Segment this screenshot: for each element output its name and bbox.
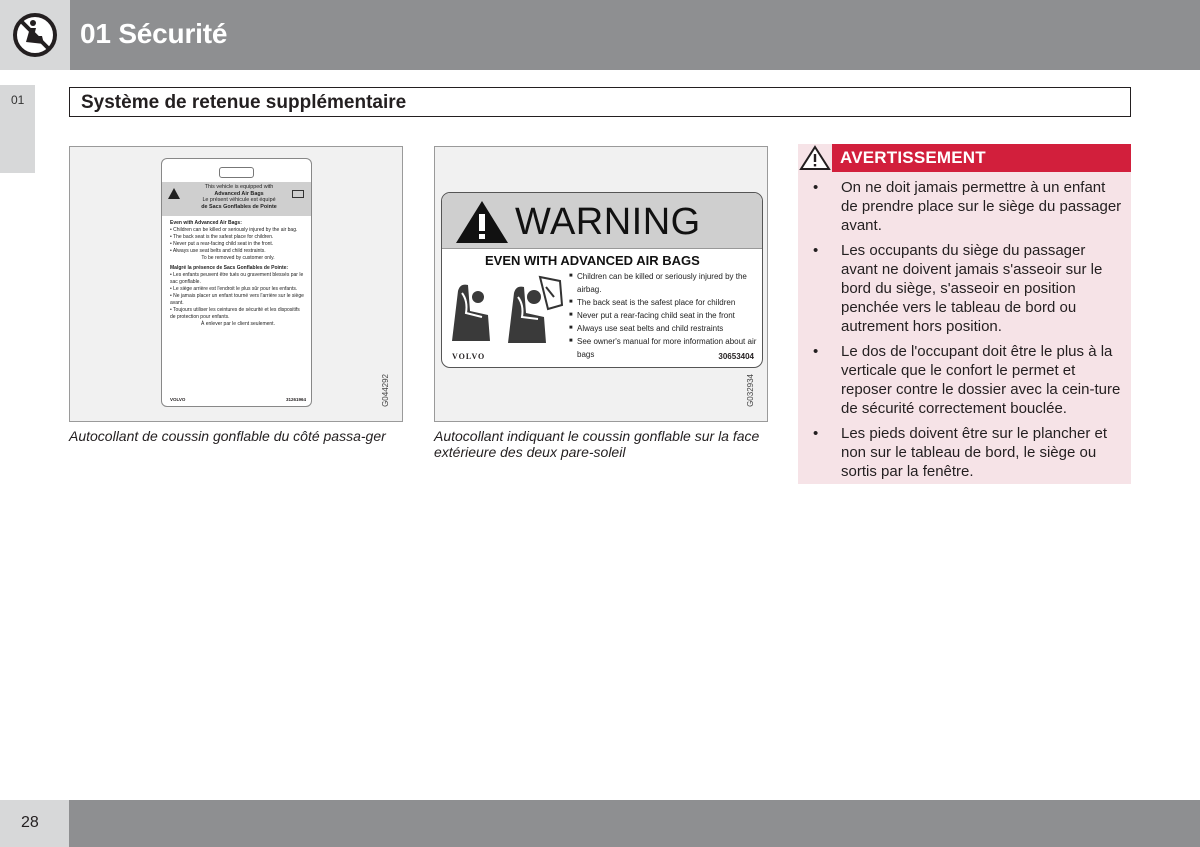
warning-word: WARNING bbox=[515, 201, 701, 243]
band-line: Le présent véhicule est équipé bbox=[202, 197, 276, 204]
sticker-line: • Never put a rear-facing child seat in the front. bbox=[170, 241, 274, 247]
page-number-box bbox=[0, 800, 69, 847]
sticker-subhead: EVEN WITH ADVANCED AIR BAGS bbox=[485, 253, 700, 268]
warning-item bbox=[810, 178, 1122, 235]
sticker-en-heading: Even with Advanced Air Bags: bbox=[170, 220, 242, 226]
header-icon-box bbox=[0, 0, 70, 70]
sticker-line: • Always use seat belts and child restraints. bbox=[170, 248, 266, 254]
warning-item-text: On ne doit jamais permettre à un enfant de prendre place sur le siège du passager avant. bbox=[841, 179, 1122, 234]
warning-triangle-icon bbox=[454, 199, 510, 245]
bullet-icon: • bbox=[813, 343, 819, 360]
warning-header bbox=[798, 144, 1131, 172]
sticker-line: À enlever par le client seulement. bbox=[201, 321, 275, 327]
passenger-airbag-sticker bbox=[161, 158, 312, 407]
footer-bar bbox=[69, 800, 1200, 847]
warning-icon-box bbox=[798, 144, 832, 172]
sticker-line: To be removed by customer only. bbox=[201, 255, 275, 261]
sticker-footer bbox=[170, 397, 306, 402]
sticker-part-number: 31261964 bbox=[285, 397, 306, 402]
sticker-brand: VOLVO bbox=[170, 397, 186, 402]
warning-item bbox=[810, 424, 1122, 481]
warning-triangle-icon bbox=[798, 144, 832, 172]
warning-title: AVERTISSEMENT bbox=[840, 148, 986, 167]
seat-airbag-illustration-icon bbox=[448, 271, 566, 349]
sticker-message-list bbox=[569, 270, 759, 361]
chapter-tab bbox=[0, 85, 35, 173]
band-line: de Sacs Gonflables de Pointe bbox=[201, 203, 277, 210]
sticker-line: • Ne jamais placer un enfant tourné vers l'arrière sur le siège avant. bbox=[170, 293, 304, 306]
warning-item-text: Les pieds doivent être sur le plancher et non sur le tableau de bord, le siège ou sortis par la fenêtre. bbox=[841, 425, 1107, 480]
sticker-message: ■ Always use seat belts and child restraints bbox=[569, 322, 759, 335]
sticker-message: ■ Never put a rear-facing child seat in the front bbox=[569, 309, 759, 322]
figure-code: G032934 bbox=[746, 374, 755, 407]
warning-item-text: Les occupants du siège du passager avant ne doivent jamais s'asseoir sur le bord du siège, s'asseoir en position penchée vers le tableau de bord ou autrement hors position. bbox=[841, 242, 1103, 335]
no-child-seat-airbag-icon bbox=[0, 0, 70, 70]
warning-item-text: Le dos de l'occupant doit être le plus à la verticale que le confort le permet et reposer contre le dossier avec la cein-ture de sécurité correctement bouclée. bbox=[841, 343, 1121, 417]
figure-caption: Autocollant de coussin gonflable du côté passa-ger bbox=[69, 428, 386, 444]
section-title: Système de retenue supplémentaire bbox=[81, 92, 407, 113]
figure-caption: Autocollant indiquant le coussin gonflable sur la face extérieure des deux pare-soleil bbox=[434, 428, 760, 460]
sticker-line: • Les enfants peuvent être tués ou gravement blessés par le sac gonflable. bbox=[170, 272, 304, 285]
sticker-slot bbox=[219, 167, 254, 178]
sticker-warning-icon bbox=[168, 188, 180, 199]
page-number: 28 bbox=[21, 814, 39, 831]
sticker-fr-heading: Malgré la présence de Sacs Gonflables de Pointe: bbox=[170, 265, 289, 271]
sunvisor-warning-sticker bbox=[441, 192, 763, 368]
section-heading-box bbox=[69, 87, 1131, 117]
figure-passenger-sticker bbox=[69, 146, 403, 422]
warning-item bbox=[810, 342, 1122, 418]
sticker-line: • Children can be killed or seriously injured by the air bag. bbox=[170, 227, 298, 233]
sticker-message: ■ Children can be killed or seriously injured by the airbag. bbox=[569, 270, 759, 296]
warning-item bbox=[810, 241, 1122, 336]
bullet-icon: • bbox=[813, 179, 819, 196]
page-header bbox=[0, 0, 1200, 70]
sticker-line: • Toujours utiliser les ceintures de sécurité et les dispositifs de protection pour enfants. bbox=[170, 307, 300, 320]
page-title: 01 Sécurité bbox=[80, 18, 228, 49]
sticker-brand: VOLVO bbox=[452, 352, 486, 361]
sticker-part-number: 30653404 bbox=[718, 352, 754, 361]
figure-sunvisor-sticker bbox=[434, 146, 768, 422]
warning-box bbox=[798, 144, 1131, 484]
sticker-message: ■ See owner's manual for more information about air bags bbox=[569, 335, 759, 361]
band-line: This vehicle is equipped with bbox=[204, 184, 274, 190]
sticker-band-text bbox=[184, 184, 294, 210]
sticker-message: ■ The back seat is the safest place for children bbox=[569, 296, 759, 309]
warning-list bbox=[810, 178, 1122, 487]
bullet-icon: • bbox=[813, 425, 819, 442]
figure-code: G044292 bbox=[381, 374, 390, 407]
chapter-tab-label: 01 bbox=[11, 93, 25, 107]
bullet-icon: • bbox=[813, 242, 819, 259]
sticker-body-text bbox=[170, 220, 306, 328]
sticker-line: • The back seat is the safest place for children. bbox=[170, 234, 274, 240]
band-line: Advanced Air Bags bbox=[214, 190, 264, 197]
sticker-line: • Le siège arrière est l'endroit le plus sûr pour les enfants. bbox=[170, 286, 298, 292]
